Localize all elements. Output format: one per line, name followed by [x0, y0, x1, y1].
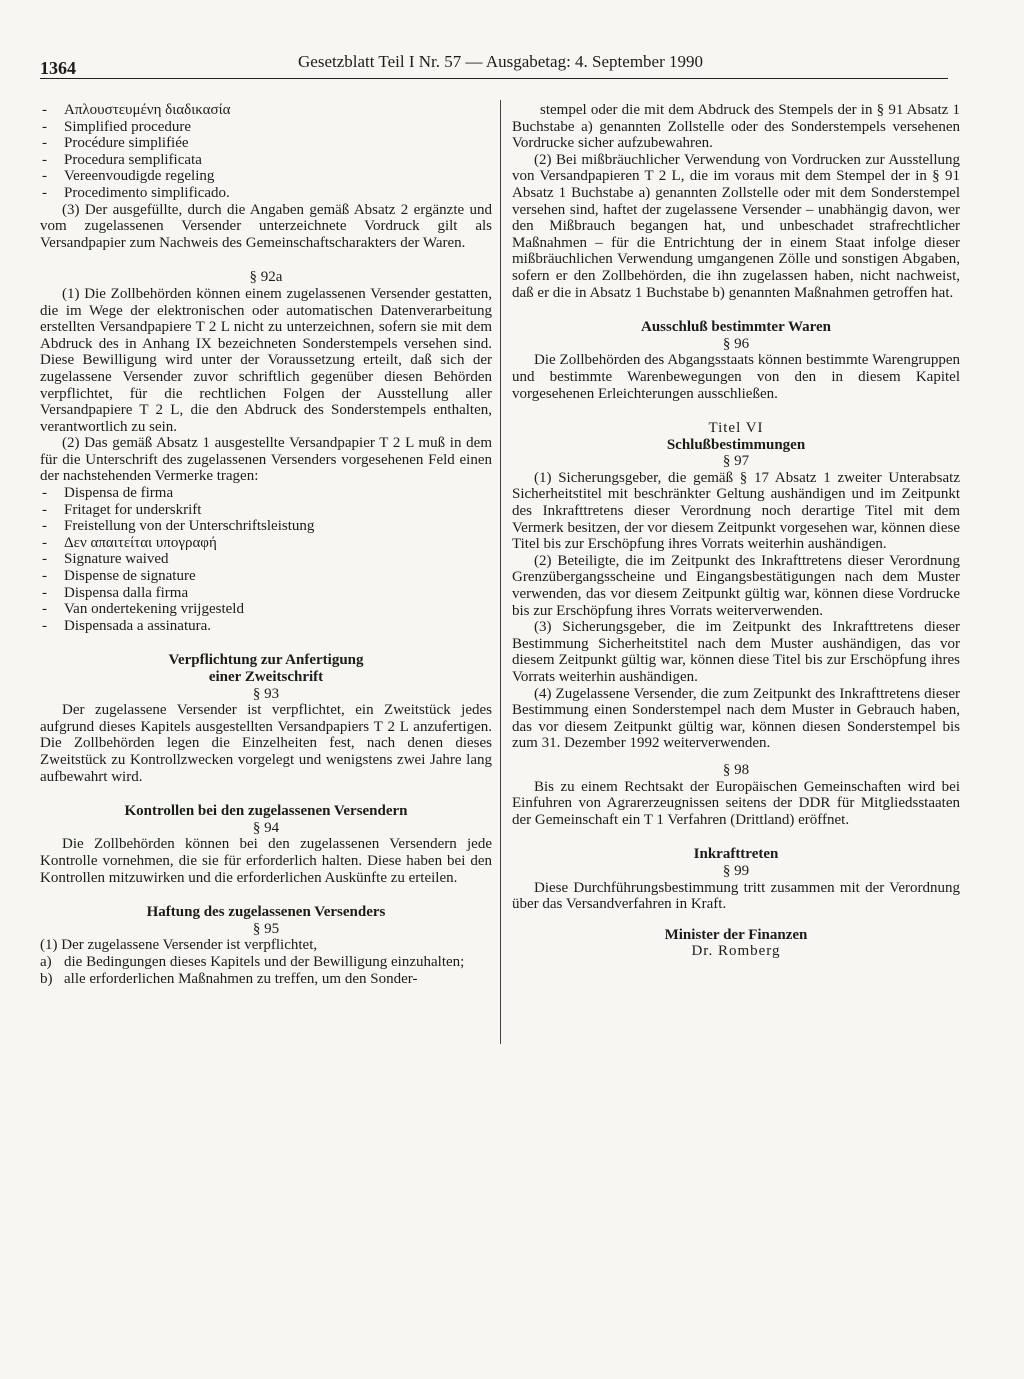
heading-96: Ausschluß bestimmter Waren [640, 319, 832, 336]
section-94-title: § 94 [252, 819, 280, 836]
item-text: die Bedingungen dieses Kapitels und der Bewilligung einzuhalten; [64, 953, 465, 970]
list-item: - Dispensa dalla firma [40, 585, 492, 602]
list-item: - Δεν απαιτείται υπογραφή [40, 535, 492, 552]
signatory-title: Minister der Finanzen [664, 926, 808, 943]
paragraph-97-1: (1) Sicherungsgeber, die gemäß § 17 Absatz 1 zweiter Unterabsatz Sicherheitstitel mit beschränkter Geltung aushändigen und im Zeitpunkt des Inkrafttretens dieser Verordnung noch derartige Titel mit dem Vermerk besitzen, der vor diesem Zeitpunkt vorgesehen war, können diese Titel bis zur Erschöpfung ihres Vorrats weiterhin aushändigen. [512, 469, 960, 553]
list-item: - Procedura semplificata [40, 152, 492, 169]
list-item: - Procedimento simplificado. [40, 185, 492, 202]
item-marker: b) [40, 970, 53, 987]
procedure-name-list [40, 102, 492, 202]
paragraph-93: Der zugelassene Versender ist verpflichtet, ein Zweitstück jedes aufgrund dieses Kapitels ausgestellten Versandpapiers T 2 L anzufertigen. Die Zollbehörden legen die Einzelheiten fest, nach denen dieses Zweitstück zu Kontrollzwecken vorgelegt und wenigstens zwei Jahre lang aufbewahrt wird. [40, 702, 492, 785]
list-item: - Simplified procedure [40, 119, 492, 136]
page-number: 1364 [40, 58, 76, 78]
waiver-note-list [40, 485, 492, 634]
section-93-title: § 93 [252, 685, 280, 702]
list-item: - Dispensada a assinatura. [40, 618, 492, 635]
paragraph-97-2: (2) Beteiligte, die im Zeitpunkt des Inkrafttretens dieser Verordnung Grenzübergangsscheine und Eingangsbestätigungen nach dem Muster verwenden, das vor diesem Zeitpunkt gültig war, können diese Vordrucke bis zur Erschöpfung ihres Vorrats weiterverwenden. [512, 552, 960, 619]
section-97-title: § 97 [722, 453, 750, 470]
right-column [512, 102, 960, 960]
section-98-title: § 98 [722, 761, 750, 778]
list-item: - Vereenvoudigde regeling [40, 168, 492, 185]
column-divider [500, 100, 501, 1044]
section-96-title: § 96 [722, 335, 750, 352]
paragraph-94: Die Zollbehörden können bei den zugelassenen Versendern jede Kontrolle vornehmen, die sie für erforderlich halten. Diese haben bei den Kontrollen mitzuwirken und die erforderlichen Auskünfte zu erteilen. [40, 836, 492, 886]
heading-99: Inkrafttreten [693, 846, 779, 863]
heading-94: Kontrollen bei den zugelassenen Versendern [124, 803, 408, 820]
paragraph-99: Diese Durchführungsbestimmung tritt zusammen mit der Verordnung über das Versandverfahren in Kraft. [512, 879, 960, 913]
paragraph-97-3: (3) Sicherungsgeber, die im Zeitpunkt des Inkrafttretens dieser Bestimmung Sicherheitstitel nach dem Muster aushändigen, das vor diesem Zeitpunkt gültig war, können diese Titel bis zur Erschöpfung ihres Vorrats weiterhin aushändigen. [512, 619, 960, 685]
heading-final-provisions: Schlußbestimmungen [666, 436, 806, 453]
running-title: Gesetzblatt Teil I Nr. 57 — Ausgabetag: 4. September 1990 [298, 52, 703, 71]
page-header [40, 50, 948, 79]
paragraph-95-1b-continued: stempel oder die mit dem Abdruck des Stempels der in § 91 Absatz 1 Buchstabe a) genannten Zollstelle oder des Sonderstempels versehenen Vordrucke sicher aufzubewahren. [512, 102, 960, 152]
heading-93-line1: Verpflichtung zur Anfertigung [168, 652, 364, 669]
left-column [40, 102, 492, 987]
section-99-title: § 99 [722, 862, 750, 879]
heading-93-line2: einer Zweitschrift [208, 669, 324, 685]
item-marker: a) [40, 953, 52, 970]
list-item: - Freistellung von der Unterschriftsleistung [40, 518, 492, 535]
signatory-name: Dr. Romberg [691, 943, 781, 960]
title-vi: Titel VI [708, 420, 764, 437]
paragraph-96: Die Zollbehörden des Abgangsstaats können bestimmte Warengruppen und bestimmte Warenbewegungen von den in diesem Kapitel vorgesehenen Erleichterungen ausschließen. [512, 352, 960, 402]
list-item: - Signature waived [40, 551, 492, 568]
list-item: - Απλουστευμένη διαδικασία [40, 102, 492, 119]
list-item: - Van ondertekening vrijgesteld [40, 601, 492, 618]
paragraph-92a-1: (1) Die Zollbehörden können einem zugelassenen Versender gestatten, die im Wege der elektronischen oder automatischen Datenverarbeitung erstellten Versandpapiere T 2 L nicht zu unterzeichnen, sofern sie mit dem Abdruck des in Anhang IX bezeichneten Sonderstempels versehen sind. Diese Bewilligung wird unter der Voraussetzung erteilt, daß sich der zugelassene Versender zuvor schriftlich gegenüber diesen Behörden verpflichtet, für die rechtlichen Folgen der Ausstellung aller Versandpapiere T 2 L, die den Abdruck des Sonderstempels enthalten, verantwortlich zu sein. [40, 285, 492, 435]
list-item: - Procédure simplifiée [40, 135, 492, 152]
list-item: - Dispense de signature [40, 568, 492, 585]
item-text: alle erforderlichen Maßnahmen zu treffen, um den Sonder- [64, 970, 418, 987]
paragraph-95-2: (2) Bei mißbräuchlicher Verwendung von Vordrucken zur Ausstellung von Versandpapieren T 2 L, die im voraus mit dem Stempel der in § 91 Absatz 1 Buchstabe a) genannten Zollstelle oder mit dem Sonderstempel versehen sind, haftet der zugelassene Versender – unabhängig davon, wer den Mißbrauch begangen hat, und unbeschadet strafrechtlicher Maßnahmen – für die Entrichtung der in einem Staat infolge dieser mißbräuchlichen Verwendung umgangenen Zölle und sonstigen Abgaben, sofern er den Zollbehörden, die ihn zugelassen haben, nicht nachweist, daß er die in Absatz 1 Buchstabe b) genannten Maßnahmen getroffen hat. [512, 151, 960, 301]
list-item: - Fritaget for underskrift [40, 502, 492, 519]
paragraph-92-3: (3) Der ausgefüllte, durch die Angaben gemäß Absatz 2 ergänzte und vom zugelassenen Versender unterzeichnete Vordruck gilt als Versandpapier zum Nachweis des Gemeinschaftscharakters der Waren. [40, 201, 492, 251]
obligation-list [40, 954, 492, 987]
list-item [40, 954, 492, 971]
heading-95: Haftung des zugelassenen Versenders [146, 904, 386, 921]
paragraph-98: Bis zu einem Rechtsakt der Europäischen Gemeinschaften wird bei Einfuhren von Agrarerzeugnissen seitens der DDR für Mitgliedsstaaten der Gemeinschaft ein T 1 Verfahren (Drittland) eröffnet. [512, 778, 960, 828]
list-item: - Dispensa de firma [40, 485, 492, 502]
section-92a-title: § 92a [249, 269, 283, 286]
list-item [40, 971, 492, 988]
paragraph-92a-2: (2) Das gemäß Absatz 1 ausgestellte Versandpapier T 2 L muß in dem für die Unterschrift des zugelassenen Versenders vorgesehenen Feld einen der nachstehenden Vermerke tragen: [40, 435, 492, 485]
section-95-title: § 95 [252, 920, 280, 937]
paragraph-95-1: (1) Der zugelassene Versender ist verpflichtet, [40, 937, 318, 954]
paragraph-97-4: (4) Zugelassene Versender, die zum Zeitpunkt des Inkrafttretens dieser Bestimmung einen Sonderstempel nach dem Muster in Gebrauch haben, das vor diesem Zeitpunkt gültig war, können diesen Sonderstempel bis zum 31. Dezember 1992 weiterverwenden. [512, 685, 960, 752]
